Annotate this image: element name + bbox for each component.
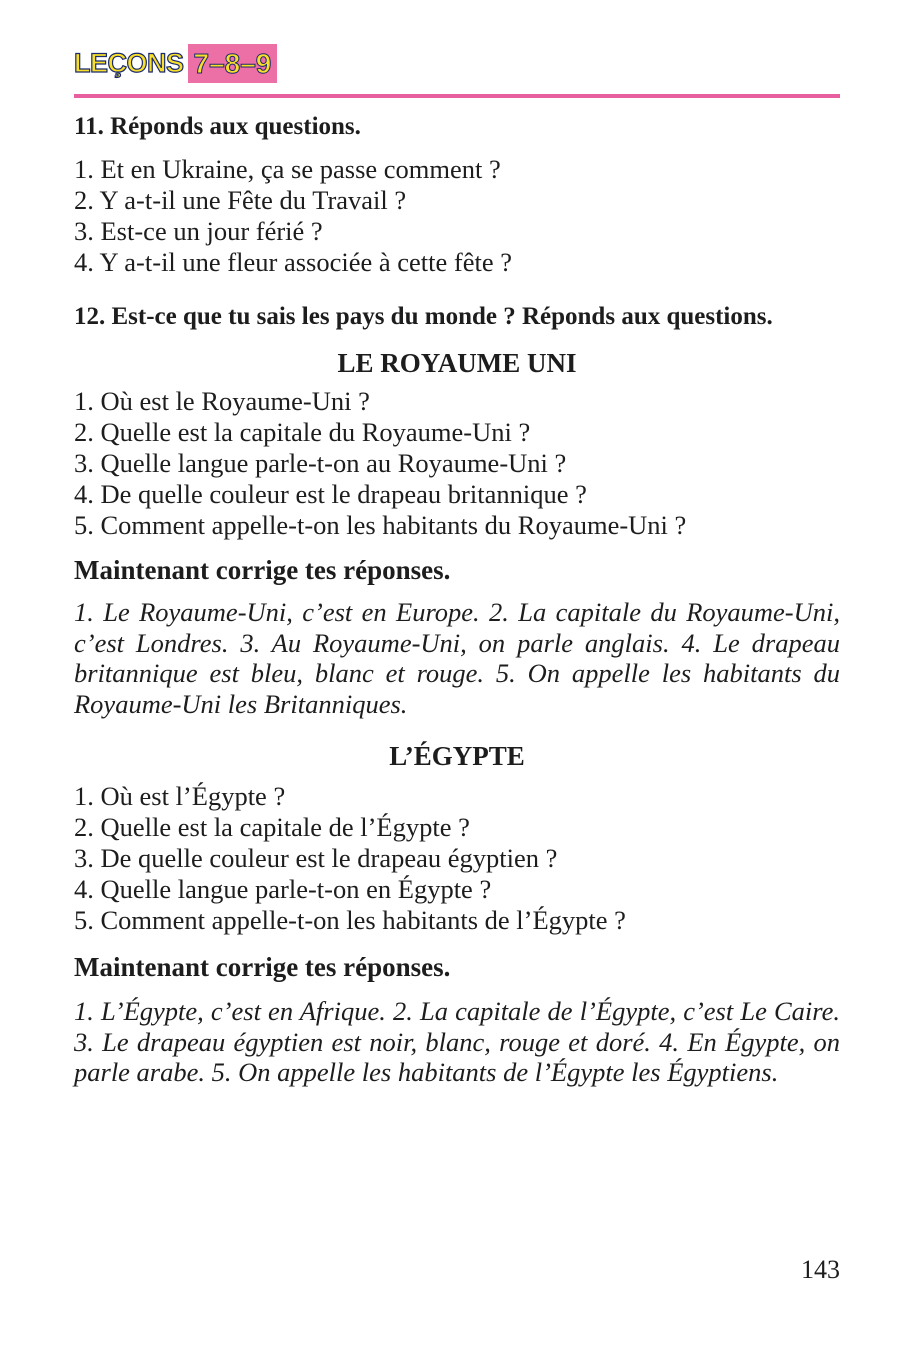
uk-correct-heading: Maintenant corrige tes réponses. bbox=[74, 555, 451, 585]
list-item: 1. Où est l’Égypte ? bbox=[74, 781, 286, 811]
egypt-questions bbox=[74, 781, 840, 936]
egypt-answers: 1. L’Égypte, c’est en Afrique. 2. La capitale de l’Égypte, c’est Le Caire. 3. Le drapeau égyptien est noir, blanc, rouge et doré. 4. En Égypte, on parle arabe. 5. On appelle les habitants de l’Égypte les Égyptiens. bbox=[74, 996, 840, 1087]
list-item: 5. Comment appelle-t-on les habitants du Royaume-Uni ? bbox=[74, 510, 687, 540]
list-item: 3. Quelle langue parle-t-on au Royaume-Uni ? bbox=[74, 448, 567, 478]
section-title-egypt: L’ÉGYPTE bbox=[389, 741, 525, 771]
lesson-header bbox=[74, 44, 277, 83]
exercise-11-questions bbox=[74, 154, 840, 278]
exercise-12-title: 12. Est-ce que tu sais les pays du monde ? Réponds aux questions. bbox=[74, 303, 773, 330]
list-item: 2. Quelle est la capitale du Royaume-Uni ? bbox=[74, 417, 531, 447]
list-item: 2. Quelle est la capitale de l’Égypte ? bbox=[74, 812, 470, 842]
list-item: 4. De quelle couleur est le drapeau britannique ? bbox=[74, 479, 587, 509]
list-item: 3. De quelle couleur est le drapeau égyptien ? bbox=[74, 843, 558, 873]
list-item: 1. Où est le Royaume-Uni ? bbox=[74, 386, 370, 416]
list-item: 1. Et en Ukraine, ça se passe comment ? bbox=[74, 154, 501, 184]
lessons-label: LEÇONS bbox=[74, 48, 184, 78]
section-title-uk: LE ROYAUME UNI bbox=[337, 348, 577, 378]
list-item: 4. Quelle langue parle-t-on en Égypte ? bbox=[74, 874, 492, 904]
list-item: 4. Y a-t-il une fleur associée à cette fête ? bbox=[74, 247, 512, 277]
list-item: 5. Comment appelle-t-on les habitants de l’Égypte ? bbox=[74, 905, 626, 935]
lesson-numbers-badge: 7–8–9 bbox=[188, 44, 278, 83]
exercise-11-title: 11. Réponds aux questions. bbox=[74, 113, 361, 140]
egypt-correct-heading: Maintenant corrige tes réponses. bbox=[74, 952, 451, 982]
list-item: 3. Est-ce un jour férié ? bbox=[74, 216, 323, 246]
list-item: 2. Y a-t-il une Fête du Travail ? bbox=[74, 185, 407, 215]
header-rule bbox=[74, 94, 840, 98]
page-number: 143 bbox=[801, 1255, 840, 1284]
page-content bbox=[74, 108, 840, 1088]
uk-answers: 1. Le Royaume-Uni, c’est en Europe. 2. La capitale du Royaume-Uni, c’est Londres. 3. Au Royaume-Uni, on parle anglais. 4. Le drapeau britannique est bleu, blanc et rouge. 5. On appelle les habitants du Royaume-Uni les Britanniques. bbox=[74, 597, 840, 719]
uk-questions bbox=[74, 386, 840, 541]
